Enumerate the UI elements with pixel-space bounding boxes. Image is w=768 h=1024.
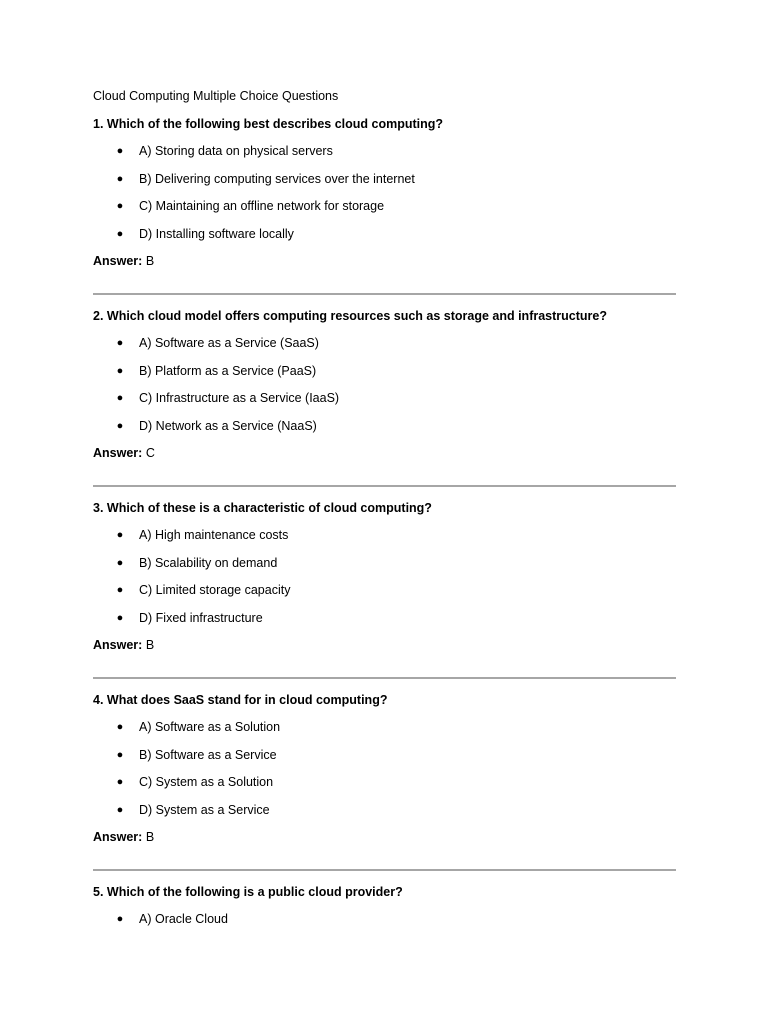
option-item — [93, 389, 676, 407]
bullet-icon: ● — [116, 611, 124, 624]
option-item — [93, 718, 676, 736]
question-text: 1. Which of the following best describes cloud computing? — [93, 117, 444, 131]
answer-line — [93, 828, 676, 846]
answer-label: Answer: — [93, 830, 143, 844]
option-text: A) Software as a Solution — [139, 720, 281, 734]
option-item — [93, 334, 676, 352]
option-list — [93, 334, 676, 435]
bullet-icon: ● — [116, 721, 124, 733]
bullet-icon: ● — [116, 227, 124, 240]
option-text: A) Storing data on physical servers — [139, 144, 333, 158]
bullet-icon: ● — [116, 419, 124, 432]
option-text: B) Platform as a Service (PaaS) — [139, 363, 317, 378]
option-text: C) Maintaining an offline network for storage — [139, 199, 385, 213]
option-text: C) Infrastructure as a Service (IaaS) — [139, 391, 340, 405]
bullet-icon: ● — [116, 803, 124, 816]
option-text: D) Network as a Service (NaaS) — [139, 418, 317, 433]
option-text: B) Scalability on demand — [139, 555, 278, 570]
question-1 — [93, 115, 676, 270]
answer-value: C — [145, 446, 155, 460]
answer-value: B — [145, 254, 155, 268]
section-divider — [93, 485, 676, 487]
answer-line — [93, 252, 676, 270]
option-text: C) Limited storage capacity — [139, 583, 291, 597]
option-item — [93, 225, 676, 243]
question-5 — [93, 883, 676, 928]
answer-label: Answer: — [93, 638, 143, 652]
option-item — [93, 197, 676, 215]
option-list — [93, 718, 676, 819]
option-item — [93, 526, 676, 544]
option-text: D) Installing software locally — [139, 226, 294, 241]
answer-line — [93, 444, 676, 462]
option-text: A) High maintenance costs — [139, 528, 289, 542]
bullet-icon: ● — [116, 776, 124, 788]
bullet-icon: ● — [116, 556, 124, 569]
option-list — [93, 526, 676, 627]
option-item — [93, 142, 676, 160]
option-item — [93, 581, 676, 599]
answer-value: B — [145, 638, 155, 652]
question-text: 3. Which of these is a characteristic of cloud computing? — [93, 501, 432, 515]
bullet-icon: ● — [116, 200, 124, 212]
option-text: C) System as a Solution — [139, 775, 274, 789]
question-text: 5. Which of the following is a public cloud provider? — [93, 885, 403, 899]
question-text: 2. Which cloud model offers computing resources such as storage and infrastructure? — [93, 309, 607, 323]
question-3 — [93, 499, 676, 654]
option-text: A) Software as a Service (SaaS) — [139, 336, 319, 350]
question-4 — [93, 691, 676, 846]
section-divider — [93, 677, 676, 679]
option-item — [93, 609, 676, 627]
option-item — [93, 746, 676, 764]
document-title: Cloud Computing Multiple Choice Questions — [93, 89, 339, 103]
option-item — [93, 554, 676, 572]
option-text: B) Software as a Service — [139, 747, 277, 762]
option-list — [93, 142, 676, 243]
option-item — [93, 910, 676, 928]
option-item — [93, 773, 676, 791]
question-2 — [93, 307, 676, 462]
bullet-icon: ● — [116, 748, 124, 761]
option-text: D) Fixed infrastructure — [139, 610, 263, 625]
answer-label: Answer: — [93, 254, 143, 268]
option-item — [93, 801, 676, 819]
option-text: B) Delivering computing services over the internet — [139, 171, 415, 186]
document-page — [93, 87, 676, 938]
answer-line — [93, 636, 676, 654]
bullet-icon: ● — [116, 584, 124, 596]
option-text: A) Oracle Cloud — [139, 912, 228, 926]
option-text: D) System as a Service — [139, 802, 270, 817]
bullet-icon: ● — [116, 172, 124, 185]
option-item — [93, 170, 676, 188]
option-item — [93, 417, 676, 435]
bullet-icon: ● — [116, 529, 124, 541]
bullet-icon: ● — [116, 392, 124, 404]
bullet-icon: ● — [116, 913, 124, 925]
answer-label: Answer: — [93, 446, 143, 460]
section-divider — [93, 869, 676, 871]
option-item — [93, 362, 676, 380]
question-text: 4. What does SaaS stand for in cloud computing? — [93, 693, 388, 707]
bullet-icon: ● — [116, 145, 124, 157]
bullet-icon: ● — [116, 364, 124, 377]
answer-value: B — [145, 830, 155, 844]
section-divider — [93, 293, 676, 295]
bullet-icon: ● — [116, 337, 124, 349]
option-list — [93, 910, 676, 928]
